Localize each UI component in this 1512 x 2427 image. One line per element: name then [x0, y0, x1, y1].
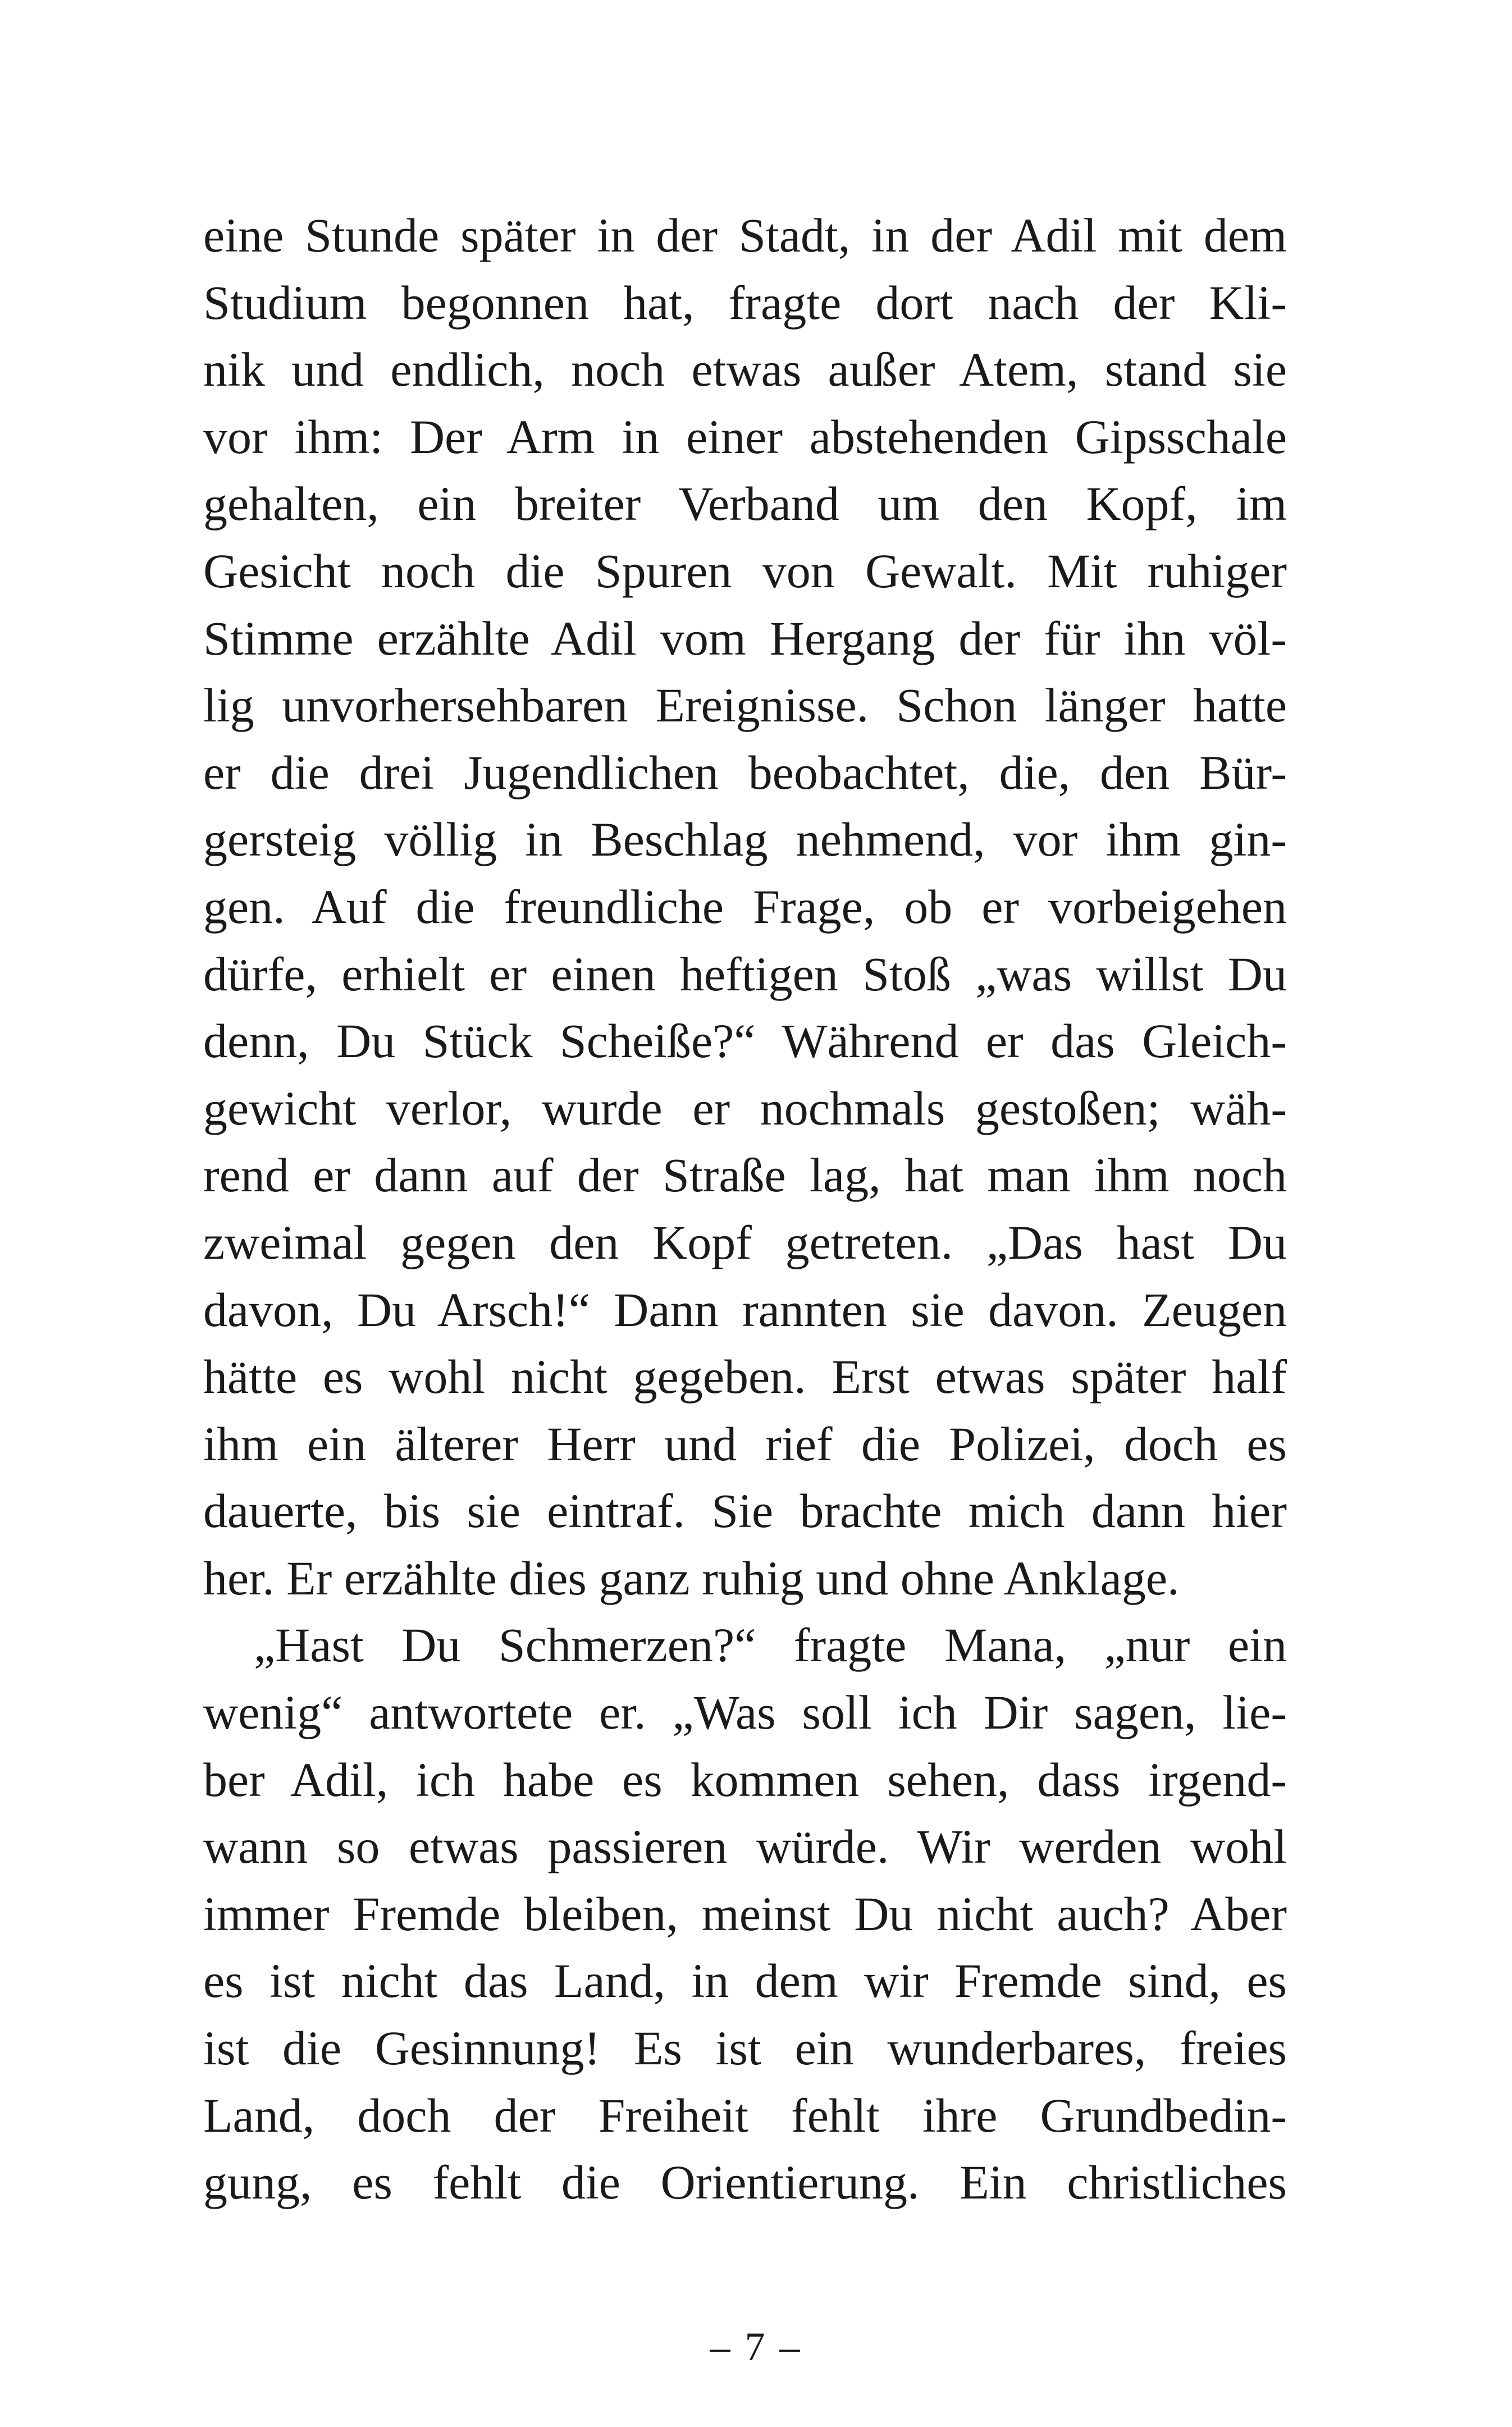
text-line: wenig“ antwortete er. „Was soll ich Dir sagen, lie-: [203, 1685, 1287, 1740]
text-line: immer Fremde bleiben, meinst Du nicht auch? Aber: [203, 1886, 1287, 1941]
text-line: Land, doch der Freiheit fehlt ihre Grundbedin-: [203, 2088, 1287, 2142]
text-line: ist die Gesinnung! Es ist ein wunderbares, freies: [203, 2021, 1287, 2076]
text-line: ber Adil, ich habe es kommen sehen, dass irgend-: [203, 1752, 1287, 1807]
text-line: vor ihm: Der Arm in einer abstehenden Gipsschale: [203, 409, 1287, 464]
text-line: ihm ein älterer Herr und rief die Polizei, doch es: [203, 1416, 1287, 1471]
text-line: dauerte, bis sie eintraf. Sie brachte mich dann hier: [203, 1484, 1287, 1538]
text-line: rend er dann auf der Straße lag, hat man ihm noch: [203, 1148, 1287, 1203]
paragraph-end-line: her. Er erzählte dies ganz ruhig und ohne Anklage.: [203, 1551, 1180, 1605]
paragraph-start-line: „Hast Du Schmerzen?“ fragte Mana, „nur ein: [254, 1618, 1287, 1672]
text-line: eine Stunde später in der Stadt, in der Adil mit dem: [203, 208, 1287, 262]
text-line: zweimal gegen den Kopf getreten. „Das hast Du: [203, 1215, 1287, 1269]
text-line: gersteig völlig in Beschlag nehmend, vor ihm gin-: [203, 812, 1287, 867]
text-line: davon, Du Arsch!“ Dann rannten sie davon. Zeugen: [203, 1282, 1287, 1337]
text-line: hätte es wohl nicht gegeben. Erst etwas später half: [203, 1350, 1287, 1404]
text-line: lig unvorhersehbaren Ereignisse. Schon länger hatte: [203, 678, 1287, 733]
page-number: – 7 –: [710, 2324, 802, 2369]
text-line: denn, Du Stück Scheiße?“ Während er das Gleich-: [203, 1014, 1287, 1068]
text-line: es ist nicht das Land, in dem wir Fremde sind, es: [203, 1954, 1287, 2008]
text-line: gehalten, ein breiter Verband um den Kopf, im: [203, 477, 1287, 531]
body-text: [203, 202, 1287, 2216]
text-line: nik und endlich, noch etwas außer Atem, stand sie: [203, 342, 1287, 397]
text-line: Studium begonnen hat, fragte dort nach der Kli-: [203, 275, 1287, 330]
text-line: gen. Auf die freundliche Frage, ob er vorbeigehen: [203, 879, 1287, 934]
text-line: Gesicht noch die Spuren von Gewalt. Mit ruhiger: [203, 543, 1287, 598]
text-line: Stimme erzählte Adil vom Hergang der für ihn völ-: [203, 611, 1287, 665]
text-line: gung, es fehlt die Orientierung. Ein christliches: [203, 2155, 1287, 2210]
text-line: er die drei Jugendlichen beobachtet, die, den Bür-: [203, 745, 1287, 799]
text-line: dürfe, erhielt er einen heftigen Stoß „was willst Du: [203, 947, 1287, 1001]
text-line: wann so etwas passieren würde. Wir werden wohl: [203, 1820, 1287, 1874]
text-line: gewicht verlor, wurde er nochmals gestoßen; wäh-: [203, 1081, 1287, 1135]
